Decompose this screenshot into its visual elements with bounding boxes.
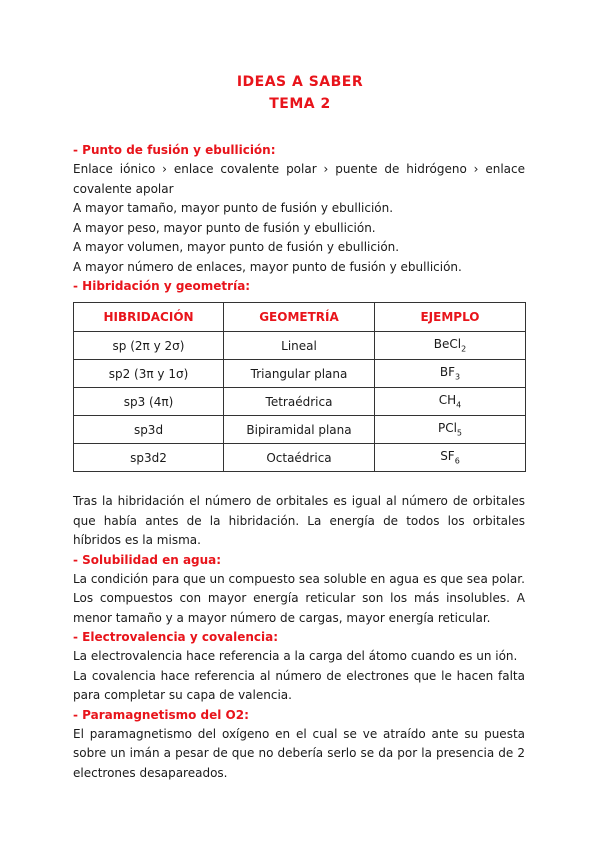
formula-base: BF [439, 365, 456, 380]
cell-hybridization: sp3 (4π) [74, 388, 224, 416]
cell-example [375, 388, 526, 416]
paragraph-hybridization: Tras la hibridación el número de orbitales es igual al número de orbitales que había antes de la hibridación. La energía de todos los orbitales híbridos es la misma. [73, 494, 525, 547]
cell-geometry: Bipiramidal plana [224, 416, 375, 444]
formula-subscript: 2 [461, 344, 467, 354]
paragraph-volume: A mayor volumen, mayor punto de fusión y ebullición. [73, 240, 400, 254]
paragraph-weight: A mayor peso, mayor punto de fusión y ebullición. [73, 220, 376, 235]
cell-geometry: Tetraédrica [224, 388, 375, 416]
document-title: IDEAS A SABER [236, 74, 364, 90]
section-heading-valence: - Electrovalencia y covalencia: [73, 630, 279, 644]
header-geometry: GEOMETRÍA [224, 303, 375, 332]
cell-geometry: Lineal [224, 332, 375, 360]
cell-hybridization: sp3d [74, 416, 224, 444]
paragraph-solubility-condition: La condición para que un compuesto sea soluble en agua es que sea polar. [73, 571, 525, 586]
formula-subscript: 5 [456, 428, 463, 438]
document-body [73, 141, 525, 783]
cell-example [375, 444, 526, 472]
cell-example [375, 332, 526, 360]
table-header-row [74, 303, 526, 332]
paragraph-lattice-energy: Los compuestos con mayor energía reticular son los más insolubles. A menor tamaño y a mayor número de cargas, mayor energía reticular. [73, 591, 525, 625]
table-row [74, 388, 526, 416]
table-row [74, 332, 526, 360]
cell-example [375, 360, 526, 388]
formula-subscript: 4 [456, 400, 462, 410]
paragraph-covalence: La covalencia hace referencia al número de electrones que le hacen falta para completar su capa de valencia. [73, 668, 525, 702]
section-heading-paramagnetism: - Paramagnetismo del O2: [73, 707, 249, 722]
paragraph-bond-order: Enlace iónico › enlace covalente polar › puente de hidrógeno › enlace covalente apolar [73, 162, 525, 196]
header-hybridization: HIBRIDACIÓN [74, 303, 224, 332]
cell-hybridization: sp (2π y 2σ) [74, 332, 224, 360]
formula-subscript: 3 [455, 372, 461, 382]
formula-base: PCl [437, 421, 457, 436]
paragraph-size: A mayor tamaño, mayor punto de fusión y ebullición. [73, 201, 394, 215]
section-heading-hybridization: - Hibridación y geometría: [73, 279, 251, 293]
formula-base: CH [438, 393, 457, 408]
cell-geometry: Triangular plana [224, 360, 375, 388]
section-heading-solubility: - Solubilidad en agua: [73, 552, 222, 567]
table-row [74, 360, 526, 388]
table-row [74, 444, 526, 472]
formula-base: SF [440, 449, 455, 464]
section-heading-fusion: - Punto de fusión y ebullición: [73, 143, 276, 157]
paragraph-bonds: A mayor número de enlaces, mayor punto de fusión y ebullición. [73, 259, 462, 274]
formula-base: BeCl [433, 337, 462, 352]
formula-subscript: 6 [454, 456, 460, 466]
paragraph-paramagnetism: El paramagnetismo del oxígeno en el cual se ve atraído ante su puesta sobre un imán a pesar de que no debería serlo se da por la presencia de 2 electrones desapareados. [73, 726, 525, 780]
hybridization-table [73, 302, 526, 472]
cell-example [375, 416, 526, 444]
cell-hybridization: sp2 (3π y 1σ) [74, 360, 224, 388]
document-subtitle: TEMA 2 [269, 96, 331, 112]
table-row [74, 416, 526, 444]
cell-hybridization: sp3d2 [74, 444, 224, 472]
cell-geometry: Octaédrica [224, 444, 375, 472]
header-example: EJEMPLO [375, 303, 526, 332]
paragraph-electrovalence: La electrovalencia hace referencia a la carga del átomo cuando es un ión. [73, 649, 518, 663]
